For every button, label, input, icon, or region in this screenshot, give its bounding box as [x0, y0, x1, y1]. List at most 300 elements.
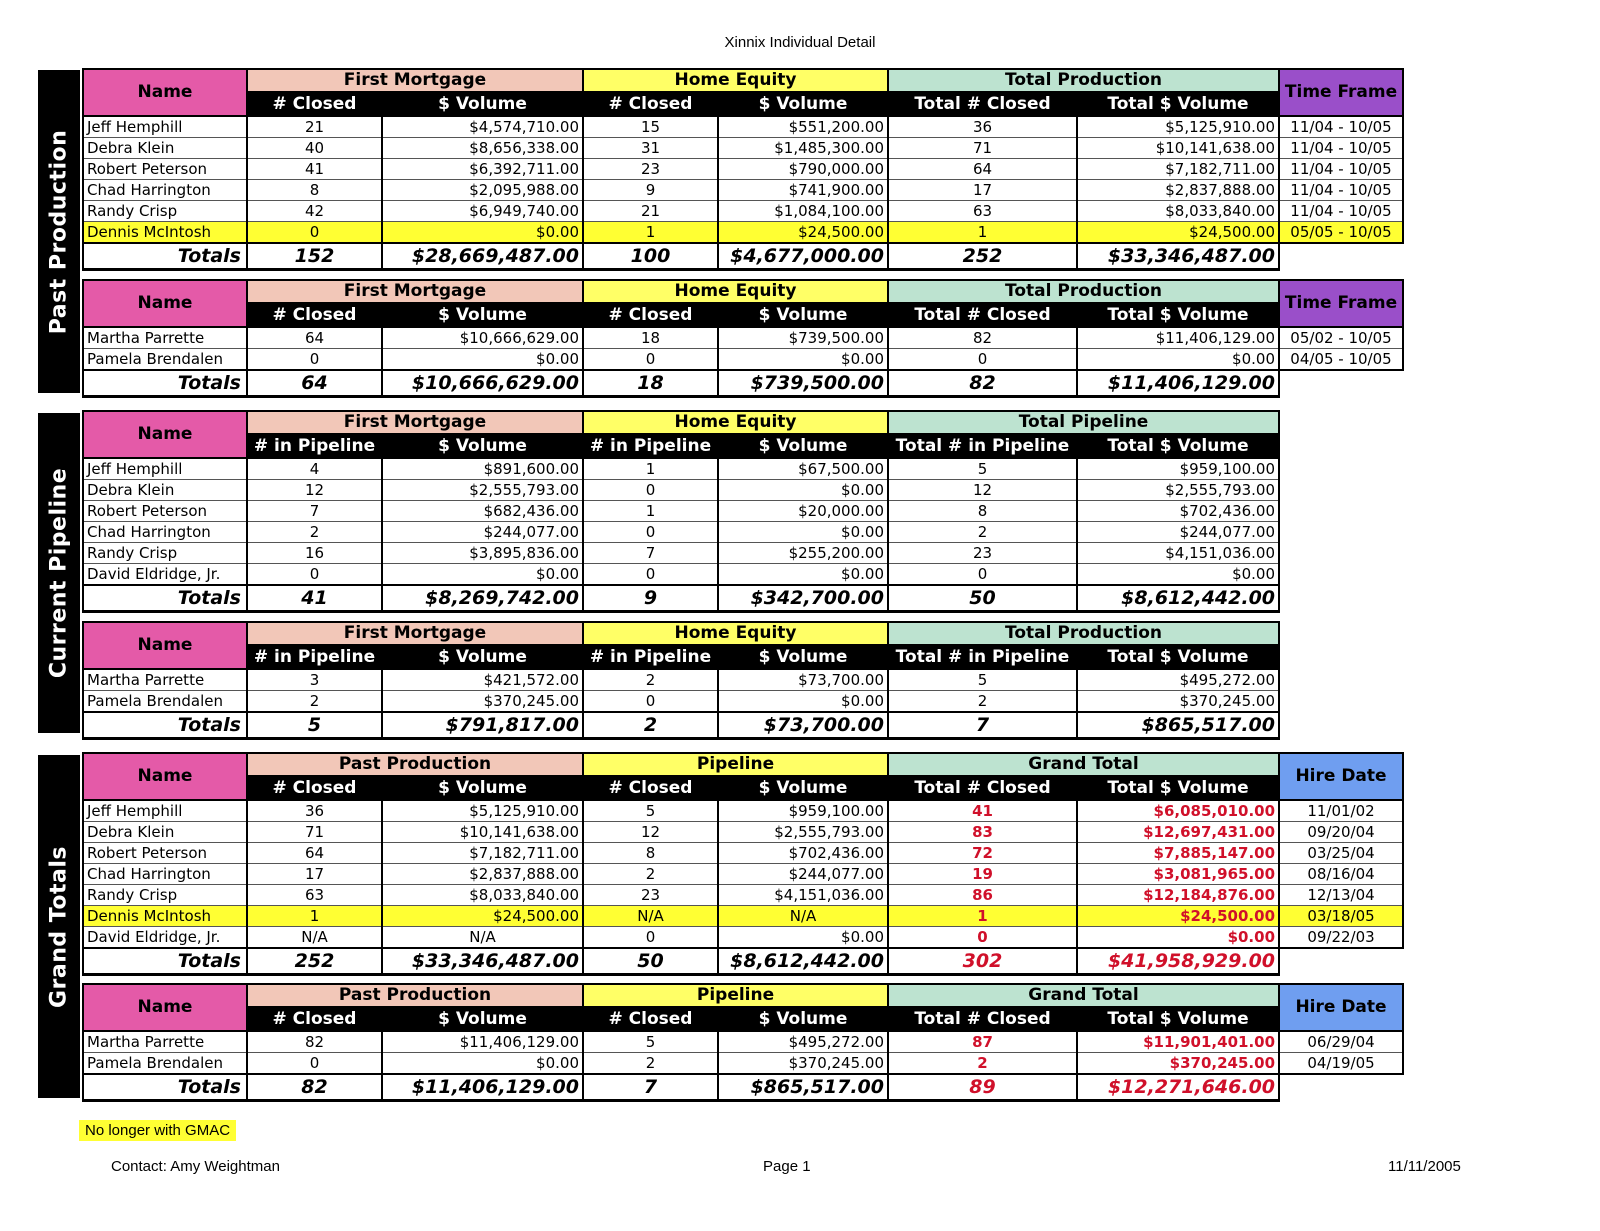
volume-cell: $0.00	[382, 1053, 583, 1075]
column-subheader: Total # Closed	[888, 92, 1077, 116]
person-name: Debra Klein	[83, 822, 247, 843]
group-header: Pipeline	[583, 984, 888, 1007]
count-cell: 71	[247, 822, 382, 843]
time-frame-cell: 11/04 - 10/05	[1279, 116, 1403, 138]
count-cell: 0	[247, 564, 382, 586]
volume-cell: $8,033,840.00	[1077, 201, 1279, 222]
side-label-current-pipeline: Current Pipeline	[46, 467, 72, 679]
person-name: Randy Crisp	[83, 543, 247, 564]
data-table-3	[82, 410, 1280, 613]
column-subheader: # in Pipeline	[247, 645, 382, 669]
count-cell: 8	[583, 843, 718, 864]
count-cell: 17	[888, 180, 1077, 201]
table-row	[83, 800, 1403, 822]
group-header: Home Equity	[583, 280, 888, 303]
volume-cell: $7,182,711.00	[1077, 159, 1279, 180]
count-cell: 2	[247, 691, 382, 713]
column-subheader: # Closed	[247, 303, 382, 327]
volume-cell: $5,125,910.00	[1077, 116, 1279, 138]
group-header: Total Production	[888, 280, 1279, 303]
count-cell: 63	[247, 885, 382, 906]
person-name: Pamela Brendalen	[83, 1053, 247, 1075]
count-cell: 2	[583, 864, 718, 885]
group-header: First Mortgage	[247, 622, 583, 645]
volume-cell: N/A	[718, 906, 888, 927]
volume-cell: $3,895,836.00	[382, 543, 583, 564]
total-count-cell: 82	[888, 370, 1077, 397]
column-subheader: Total $ Volume	[1077, 645, 1279, 669]
name-column-header: Name	[83, 280, 247, 327]
volume-cell: $4,151,036.00	[1077, 543, 1279, 564]
column-subheader: Total # Closed	[888, 1007, 1077, 1031]
totals-row	[83, 1074, 1403, 1101]
column-subheader: # in Pipeline	[247, 434, 382, 458]
total-count-cell: 5	[247, 712, 382, 739]
total-count-cell: 82	[247, 1074, 382, 1101]
time-frame-cell: 05/05 - 10/05	[1279, 222, 1403, 244]
column-subheader: # Closed	[583, 1007, 718, 1031]
count-cell: 8	[888, 501, 1077, 522]
column-subheader: Total $ Volume	[1077, 434, 1279, 458]
column-subheader: $ Volume	[382, 303, 583, 327]
volume-cell: $702,436.00	[1077, 501, 1279, 522]
person-name: Chad Harrington	[83, 180, 247, 201]
total-volume-cell: $41,958,929.00	[1077, 948, 1279, 975]
total-volume-cell: $8,612,442.00	[718, 948, 888, 975]
volume-cell: $24,500.00	[382, 906, 583, 927]
total-count-cell: 7	[888, 712, 1077, 739]
count-cell: 1	[583, 501, 718, 522]
table-row	[83, 501, 1279, 522]
volume-cell: $244,077.00	[1077, 522, 1279, 543]
person-name: Chad Harrington	[83, 522, 247, 543]
total-count-cell: 64	[247, 370, 382, 397]
table-row	[83, 822, 1403, 843]
count-cell: 0	[247, 222, 382, 244]
total-volume-cell: $4,677,000.00	[718, 243, 888, 270]
count-cell: 0	[247, 1053, 382, 1075]
total-volume-cell: $865,517.00	[1077, 712, 1279, 739]
count-cell: 2	[583, 669, 718, 691]
volume-cell: $370,245.00	[382, 691, 583, 713]
volume-cell: $24,500.00	[1077, 906, 1279, 927]
person-name: Chad Harrington	[83, 864, 247, 885]
table-row	[83, 180, 1403, 201]
data-table-4	[82, 621, 1280, 740]
count-cell: 0	[583, 691, 718, 713]
totals-row	[83, 243, 1403, 270]
count-cell: 5	[583, 1031, 718, 1053]
group-header: Past Production	[247, 753, 583, 776]
column-subheader: # Closed	[583, 303, 718, 327]
count-cell: 0	[888, 927, 1077, 949]
totals-label: Totals	[83, 370, 247, 397]
volume-cell: $7,885,147.00	[1077, 843, 1279, 864]
count-cell: 3	[247, 669, 382, 691]
volume-cell: $741,900.00	[718, 180, 888, 201]
group-header: First Mortgage	[247, 280, 583, 303]
count-cell: 0	[583, 349, 718, 371]
volume-cell: $959,100.00	[1077, 458, 1279, 480]
volume-cell: $12,697,431.00	[1077, 822, 1279, 843]
totals-label: Totals	[83, 243, 247, 270]
time-frame-cell: 11/04 - 10/05	[1279, 138, 1403, 159]
column-subheader: Total $ Volume	[1077, 776, 1279, 800]
hire-date-header: Hire Date	[1279, 753, 1403, 800]
count-cell: 1	[583, 222, 718, 244]
empty-cell	[1279, 948, 1403, 975]
table-row	[83, 201, 1403, 222]
volume-cell: $790,000.00	[718, 159, 888, 180]
volume-cell: $0.00	[1077, 927, 1279, 949]
volume-cell: $370,245.00	[1077, 691, 1279, 713]
name-column-header: Name	[83, 753, 247, 800]
count-cell: 5	[583, 800, 718, 822]
count-cell: 71	[888, 138, 1077, 159]
count-cell: 64	[888, 159, 1077, 180]
side-bar-past-production	[38, 70, 80, 393]
count-cell: 17	[247, 864, 382, 885]
total-volume-cell: $11,406,129.00	[1077, 370, 1279, 397]
group-header: First Mortgage	[247, 411, 583, 434]
volume-cell: $11,901,401.00	[1077, 1031, 1279, 1053]
data-table-6	[82, 983, 1404, 1102]
time-frame-cell: 05/02 - 10/05	[1279, 327, 1403, 349]
volume-cell: $11,406,129.00	[382, 1031, 583, 1053]
group-header: Total Pipeline	[888, 411, 1279, 434]
total-volume-cell: $10,666,629.00	[382, 370, 583, 397]
total-count-cell: 152	[247, 243, 382, 270]
table-row	[83, 564, 1279, 586]
volume-cell: $0.00	[718, 522, 888, 543]
side-label-grand-totals: Grand Totals	[46, 845, 72, 1008]
count-cell: 41	[888, 800, 1077, 822]
total-volume-cell: $12,271,646.00	[1077, 1074, 1279, 1101]
volume-cell: $2,837,888.00	[1077, 180, 1279, 201]
count-cell: 0	[583, 522, 718, 543]
group-header: First Mortgage	[247, 69, 583, 92]
time-frame-cell: 11/04 - 10/05	[1279, 201, 1403, 222]
person-name: Jeff Hemphill	[83, 458, 247, 480]
volume-cell: $6,085,010.00	[1077, 800, 1279, 822]
count-cell: 1	[888, 906, 1077, 927]
group-header: Home Equity	[583, 69, 888, 92]
person-name: Martha Parrette	[83, 327, 247, 349]
volume-cell: $67,500.00	[718, 458, 888, 480]
table-row	[83, 222, 1403, 244]
volume-cell: $682,436.00	[382, 501, 583, 522]
footer-page-number: Page 1	[763, 1158, 811, 1175]
count-cell: 86	[888, 885, 1077, 906]
volume-cell: $24,500.00	[1077, 222, 1279, 244]
count-cell: 19	[888, 864, 1077, 885]
volume-cell: $0.00	[718, 349, 888, 371]
table-row	[83, 480, 1279, 501]
person-name: Jeff Hemphill	[83, 116, 247, 138]
volume-cell: $0.00	[382, 222, 583, 244]
hire-date-cell: 09/20/04	[1279, 822, 1403, 843]
totals-row	[83, 712, 1279, 739]
name-column-header: Name	[83, 411, 247, 458]
data-table-1	[82, 68, 1404, 271]
column-subheader: # Closed	[247, 92, 382, 116]
person-name: Dennis McIntosh	[83, 222, 247, 244]
name-column-header: Name	[83, 984, 247, 1031]
total-count-cell: 89	[888, 1074, 1077, 1101]
table-row	[83, 906, 1403, 927]
person-name: Jeff Hemphill	[83, 800, 247, 822]
column-subheader: $ Volume	[382, 776, 583, 800]
count-cell: 63	[888, 201, 1077, 222]
volume-cell: $0.00	[718, 480, 888, 501]
table-row	[83, 1031, 1403, 1053]
table-row	[83, 159, 1403, 180]
count-cell: 1	[247, 906, 382, 927]
totals-label: Totals	[83, 948, 247, 975]
volume-cell: $24,500.00	[718, 222, 888, 244]
total-count-cell: 50	[888, 585, 1077, 612]
note-no-longer-with-gmac: No longer with GMAC	[79, 1120, 236, 1141]
hire-date-cell: 11/01/02	[1279, 800, 1403, 822]
table-row	[83, 927, 1403, 949]
volume-cell: $2,555,793.00	[1077, 480, 1279, 501]
hire-date-cell: 12/13/04	[1279, 885, 1403, 906]
volume-cell: $421,572.00	[382, 669, 583, 691]
count-cell: N/A	[583, 906, 718, 927]
count-cell: 23	[583, 885, 718, 906]
totals-label: Totals	[83, 585, 247, 612]
volume-cell: $4,151,036.00	[718, 885, 888, 906]
table-row	[83, 864, 1403, 885]
count-cell: 64	[247, 843, 382, 864]
person-name: David Eldridge, Jr.	[83, 927, 247, 949]
total-volume-cell: $8,612,442.00	[1077, 585, 1279, 612]
page-title: Xinnix Individual Detail	[724, 34, 876, 51]
hire-date-cell: 09/22/03	[1279, 927, 1403, 949]
side-bar-grand-totals	[38, 755, 80, 1098]
volume-cell: $2,837,888.00	[382, 864, 583, 885]
person-name: Debra Klein	[83, 138, 247, 159]
volume-cell: $370,245.00	[718, 1053, 888, 1075]
volume-cell: $702,436.00	[718, 843, 888, 864]
table-row	[83, 691, 1279, 713]
column-subheader: $ Volume	[718, 645, 888, 669]
count-cell: 5	[888, 458, 1077, 480]
totals-row	[83, 370, 1403, 397]
group-header: Pipeline	[583, 753, 888, 776]
volume-cell: $0.00	[718, 927, 888, 949]
count-cell: 21	[583, 201, 718, 222]
volume-cell: $495,272.00	[718, 1031, 888, 1053]
column-subheader: $ Volume	[382, 434, 583, 458]
person-name: Randy Crisp	[83, 885, 247, 906]
footer-date: 11/11/2005	[1388, 1158, 1461, 1175]
total-volume-cell: $73,700.00	[718, 712, 888, 739]
count-cell: 0	[583, 927, 718, 949]
count-cell: 12	[583, 822, 718, 843]
column-subheader: $ Volume	[718, 303, 888, 327]
volume-cell: N/A	[382, 927, 583, 949]
time-frame-header: Time Frame	[1279, 280, 1403, 327]
hire-date-cell: 04/19/05	[1279, 1053, 1403, 1075]
total-count-cell: 252	[888, 243, 1077, 270]
total-volume-cell: $865,517.00	[718, 1074, 888, 1101]
column-subheader: Total $ Volume	[1077, 303, 1279, 327]
count-cell: 12	[888, 480, 1077, 501]
hire-date-cell: 03/25/04	[1279, 843, 1403, 864]
group-header: Grand Total	[888, 984, 1279, 1007]
column-subheader: $ Volume	[718, 434, 888, 458]
column-subheader: Total $ Volume	[1077, 92, 1279, 116]
count-cell: 0	[583, 480, 718, 501]
column-subheader: # in Pipeline	[583, 645, 718, 669]
volume-cell: $255,200.00	[718, 543, 888, 564]
name-column-header: Name	[83, 69, 247, 116]
volume-cell: $370,245.00	[1077, 1053, 1279, 1075]
volume-cell: $1,084,100.00	[718, 201, 888, 222]
count-cell: 31	[583, 138, 718, 159]
volume-cell: $10,666,629.00	[382, 327, 583, 349]
volume-cell: $891,600.00	[382, 458, 583, 480]
person-name: Dennis McIntosh	[83, 906, 247, 927]
count-cell: 2	[888, 691, 1077, 713]
table-row	[83, 458, 1279, 480]
total-volume-cell: $8,269,742.00	[382, 585, 583, 612]
column-subheader: # Closed	[247, 1007, 382, 1031]
volume-cell: $4,574,710.00	[382, 116, 583, 138]
count-cell: 12	[247, 480, 382, 501]
count-cell: N/A	[247, 927, 382, 949]
side-bar-current-pipeline	[38, 413, 80, 733]
volume-cell: $3,081,965.00	[1077, 864, 1279, 885]
table-row	[83, 843, 1403, 864]
column-subheader: Total $ Volume	[1077, 1007, 1279, 1031]
volume-cell: $0.00	[718, 564, 888, 586]
count-cell: 2	[247, 522, 382, 543]
volume-cell: $1,485,300.00	[718, 138, 888, 159]
volume-cell: $2,095,988.00	[382, 180, 583, 201]
volume-cell: $0.00	[382, 564, 583, 586]
volume-cell: $0.00	[382, 349, 583, 371]
total-count-cell: 50	[583, 948, 718, 975]
count-cell: 42	[247, 201, 382, 222]
total-count-cell: 7	[583, 1074, 718, 1101]
person-name: Martha Parrette	[83, 1031, 247, 1053]
volume-cell: $0.00	[718, 691, 888, 713]
totals-label: Totals	[83, 712, 247, 739]
column-subheader: $ Volume	[382, 92, 583, 116]
count-cell: 64	[247, 327, 382, 349]
count-cell: 8	[247, 180, 382, 201]
volume-cell: $2,555,793.00	[382, 480, 583, 501]
column-subheader: Total # in Pipeline	[888, 645, 1077, 669]
column-subheader: $ Volume	[718, 776, 888, 800]
volume-cell: $20,000.00	[718, 501, 888, 522]
column-subheader: $ Volume	[718, 1007, 888, 1031]
volume-cell: $244,077.00	[382, 522, 583, 543]
table-row	[83, 543, 1279, 564]
count-cell: 2	[583, 1053, 718, 1075]
count-cell: 1	[583, 458, 718, 480]
person-name: Robert Peterson	[83, 501, 247, 522]
time-frame-cell: 11/04 - 10/05	[1279, 159, 1403, 180]
volume-cell: $6,392,711.00	[382, 159, 583, 180]
total-volume-cell: $33,346,487.00	[1077, 243, 1279, 270]
count-cell: 9	[583, 180, 718, 201]
volume-cell: $8,033,840.00	[382, 885, 583, 906]
table-row	[83, 669, 1279, 691]
total-volume-cell: $28,669,487.00	[382, 243, 583, 270]
count-cell: 0	[888, 564, 1077, 586]
person-name: Randy Crisp	[83, 201, 247, 222]
count-cell: 0	[888, 349, 1077, 371]
count-cell: 7	[247, 501, 382, 522]
column-subheader: $ Volume	[382, 1007, 583, 1031]
table-row	[83, 327, 1403, 349]
table-row	[83, 522, 1279, 543]
group-header: Grand Total	[888, 753, 1279, 776]
person-name: Pamela Brendalen	[83, 691, 247, 713]
totals-label: Totals	[83, 1074, 247, 1101]
column-subheader: # Closed	[247, 776, 382, 800]
count-cell: 2	[888, 1053, 1077, 1075]
hire-date-cell: 08/16/04	[1279, 864, 1403, 885]
group-header: Total Production	[888, 69, 1279, 92]
volume-cell: $10,141,638.00	[382, 822, 583, 843]
count-cell: 87	[888, 1031, 1077, 1053]
column-subheader: # Closed	[583, 92, 718, 116]
table-row	[83, 349, 1403, 371]
volume-cell: $959,100.00	[718, 800, 888, 822]
total-volume-cell: $11,406,129.00	[382, 1074, 583, 1101]
volume-cell: $0.00	[1077, 349, 1279, 371]
count-cell: 4	[247, 458, 382, 480]
column-subheader: Total # Closed	[888, 776, 1077, 800]
total-count-cell: 41	[247, 585, 382, 612]
volume-cell: $12,184,876.00	[1077, 885, 1279, 906]
count-cell: 83	[888, 822, 1077, 843]
count-cell: 1	[888, 222, 1077, 244]
count-cell: 36	[247, 800, 382, 822]
count-cell: 41	[247, 159, 382, 180]
column-subheader: $ Volume	[382, 645, 583, 669]
group-header: Past Production	[247, 984, 583, 1007]
count-cell: 7	[583, 543, 718, 564]
count-cell: 15	[583, 116, 718, 138]
table-row	[83, 116, 1403, 138]
count-cell: 36	[888, 116, 1077, 138]
count-cell: 82	[888, 327, 1077, 349]
person-name: Robert Peterson	[83, 843, 247, 864]
volume-cell: $495,272.00	[1077, 669, 1279, 691]
count-cell: 21	[247, 116, 382, 138]
volume-cell: $739,500.00	[718, 327, 888, 349]
hire-date-header: Hire Date	[1279, 984, 1403, 1031]
person-name: Debra Klein	[83, 480, 247, 501]
side-label-past-production: Past Production	[46, 129, 72, 334]
count-cell: 40	[247, 138, 382, 159]
empty-cell	[1279, 370, 1403, 397]
count-cell: 18	[583, 327, 718, 349]
time-frame-header: Time Frame	[1279, 69, 1403, 116]
volume-cell: $2,555,793.00	[718, 822, 888, 843]
count-cell: 72	[888, 843, 1077, 864]
volume-cell: $10,141,638.00	[1077, 138, 1279, 159]
data-table-5	[82, 752, 1404, 976]
empty-cell	[1279, 1074, 1403, 1101]
volume-cell: $0.00	[1077, 564, 1279, 586]
data-table-2	[82, 279, 1404, 398]
